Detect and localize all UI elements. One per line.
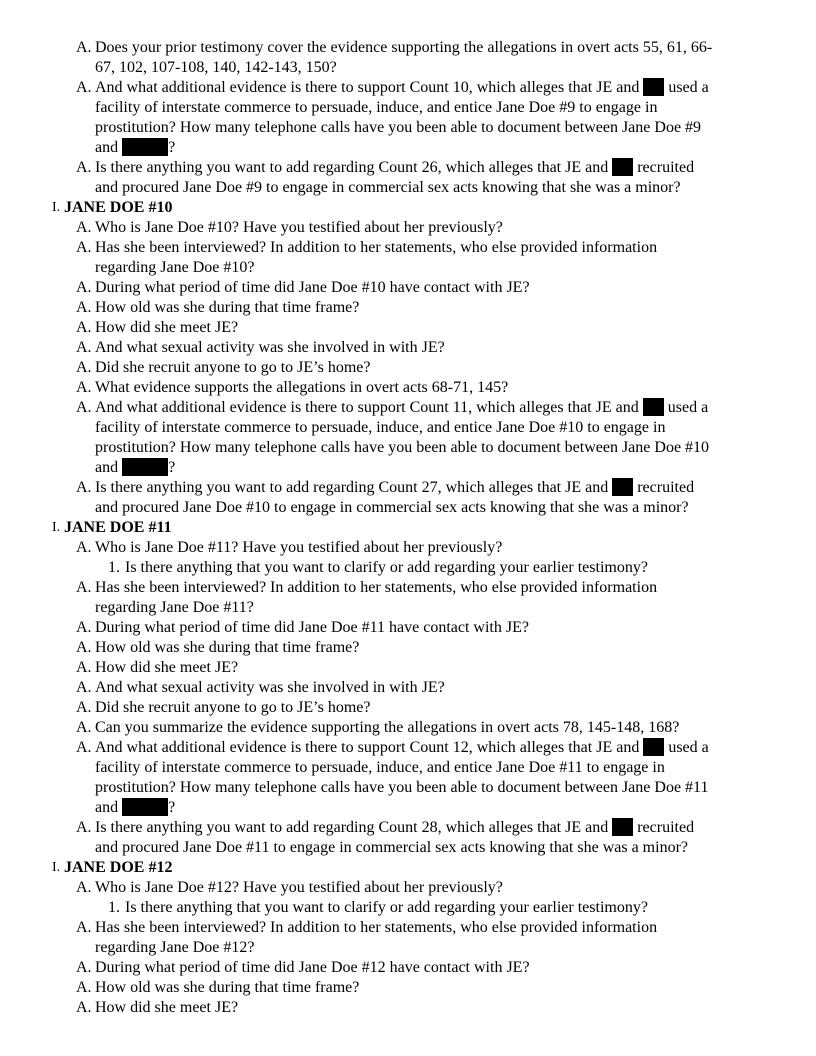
question-text: How did she meet JE? bbox=[95, 999, 239, 1016]
question-marker: A. bbox=[76, 159, 92, 176]
question-text: regarding Jane Doe #10? bbox=[95, 259, 255, 276]
question-text: prostitution? How many telephone calls have you been able to document between Jane Doe #9 bbox=[95, 119, 702, 136]
section-heading: JANE DOE #11 bbox=[64, 519, 172, 536]
question-marker: A. bbox=[76, 339, 92, 356]
question-text: Does your prior testimony cover the evidence supporting the allegations in overt acts 55, 61, 66- bbox=[95, 39, 713, 56]
question-text: And what sexual activity was she involved in with JE? bbox=[95, 679, 445, 696]
question-text: How old was she during that time frame? bbox=[95, 299, 360, 316]
question-text: Who is Jane Doe #12? Have you testified about her previously? bbox=[95, 879, 503, 896]
question-marker: A. bbox=[76, 579, 92, 596]
section-marker: I. bbox=[52, 860, 61, 875]
question-marker: A. bbox=[76, 739, 92, 756]
question-marker: A. bbox=[76, 219, 92, 236]
question-text: Did she recruit anyone to go to JE’s home? bbox=[95, 699, 371, 716]
section-marker: I. bbox=[52, 520, 61, 535]
question-marker: A. bbox=[76, 39, 92, 56]
question-marker: A. bbox=[76, 619, 92, 636]
question-text: and ? bbox=[95, 799, 176, 816]
subquestion-text: Is there anything that you want to clarify or add regarding your earlier testimony? bbox=[125, 899, 648, 916]
question-text: During what period of time did Jane Doe #11 have contact with JE? bbox=[95, 619, 529, 636]
question-marker: A. bbox=[76, 359, 92, 376]
question-text: How old was she during that time frame? bbox=[95, 639, 360, 656]
question-marker: A. bbox=[76, 479, 92, 496]
question-text: Has she been interviewed? In addition to her statements, who else provided information bbox=[95, 239, 658, 256]
redaction-box bbox=[612, 478, 633, 496]
subquestion-marker: 1. bbox=[108, 559, 120, 576]
question-marker: A. bbox=[76, 919, 92, 936]
question-marker: A. bbox=[76, 959, 92, 976]
redaction-box bbox=[122, 458, 168, 476]
question-text: Is there anything you want to add regarding Count 27, which alleges that JE and recruited bbox=[95, 479, 695, 496]
question-marker: A. bbox=[76, 319, 92, 336]
question-text: Is there anything you want to add regarding Count 28, which alleges that JE and recruited bbox=[95, 819, 695, 836]
redaction-box bbox=[612, 158, 633, 176]
question-text: And what additional evidence is there to support Count 10, which alleges that JE and used a bbox=[95, 79, 709, 96]
question-text: During what period of time did Jane Doe #10 have contact with JE? bbox=[95, 279, 530, 296]
question-text: Has she been interviewed? In addition to her statements, who else provided information bbox=[95, 919, 658, 936]
question-text: Who is Jane Doe #10? Have you testified about her previously? bbox=[95, 219, 503, 236]
question-text: Is there anything you want to add regarding Count 26, which alleges that JE and recruited bbox=[95, 159, 695, 176]
question-marker: A. bbox=[76, 239, 92, 256]
question-marker: A. bbox=[76, 399, 92, 416]
question-text: and procured Jane Doe #10 to engage in commercial sex acts knowing that she was a minor? bbox=[95, 499, 689, 516]
question-marker: A. bbox=[76, 819, 92, 836]
redaction-box bbox=[643, 398, 664, 416]
question-text: facility of interstate commerce to persuade, induce, and entice Jane Doe #10 to engage in bbox=[95, 419, 666, 436]
question-text: regarding Jane Doe #11? bbox=[95, 599, 254, 616]
question-marker: A. bbox=[76, 379, 92, 396]
question-marker: A. bbox=[76, 879, 92, 896]
question-text: and procured Jane Doe #11 to engage in commercial sex acts knowing that she was a minor? bbox=[95, 839, 688, 856]
question-text: and ? bbox=[95, 459, 176, 476]
question-text: And what sexual activity was she involved in with JE? bbox=[95, 339, 445, 356]
question-text: And what additional evidence is there to support Count 11, which alleges that JE and used a bbox=[95, 399, 709, 416]
question-marker: A. bbox=[76, 299, 92, 316]
section-heading: JANE DOE #12 bbox=[64, 859, 173, 876]
question-marker: A. bbox=[76, 979, 92, 996]
question-text: prostitution? How many telephone calls have you been able to document between Jane Doe #10 bbox=[95, 439, 710, 456]
question-text: How did she meet JE? bbox=[95, 659, 239, 676]
subquestion-marker: 1. bbox=[108, 899, 120, 916]
redaction-box bbox=[122, 138, 168, 156]
question-marker: A. bbox=[76, 699, 92, 716]
question-text: prostitution? How many telephone calls have you been able to document between Jane Doe #11 bbox=[95, 779, 709, 796]
question-text: Who is Jane Doe #11? Have you testified about her previously? bbox=[95, 539, 503, 556]
question-text: 67, 102, 107-108, 140, 142-143, 150? bbox=[95, 59, 337, 76]
question-marker: A. bbox=[76, 999, 92, 1016]
question-text: facility of interstate commerce to persuade, induce, and entice Jane Doe #9 to engage in bbox=[95, 99, 658, 116]
section-heading: JANE DOE #10 bbox=[64, 199, 173, 216]
question-marker: A. bbox=[76, 539, 92, 556]
question-text: regarding Jane Doe #12? bbox=[95, 939, 255, 956]
redaction-box bbox=[122, 798, 168, 816]
question-text: How did she meet JE? bbox=[95, 319, 239, 336]
question-marker: A. bbox=[76, 719, 92, 736]
question-marker: A. bbox=[76, 279, 92, 296]
section-marker: I. bbox=[52, 200, 61, 215]
question-text: Can you summarize the evidence supporting the allegations in overt acts 78, 145-148, 168? bbox=[95, 719, 680, 736]
question-text: and procured Jane Doe #9 to engage in commercial sex acts knowing that she was a minor? bbox=[95, 179, 681, 196]
question-text: How old was she during that time frame? bbox=[95, 979, 360, 996]
question-marker: A. bbox=[76, 679, 92, 696]
redaction-box bbox=[643, 738, 664, 756]
question-text: And what additional evidence is there to support Count 12, which alleges that JE and used a bbox=[95, 739, 709, 756]
redaction-box bbox=[643, 78, 664, 96]
question-text: facility of interstate commerce to persuade, induce, and entice Jane Doe #11 to engage in bbox=[95, 759, 665, 776]
question-text: What evidence supports the allegations in overt acts 68-71, 145? bbox=[95, 379, 509, 396]
question-text: Has she been interviewed? In addition to her statements, who else provided information bbox=[95, 579, 658, 596]
question-text: Did she recruit anyone to go to JE’s home? bbox=[95, 359, 371, 376]
question-text: and ? bbox=[95, 139, 176, 156]
question-marker: A. bbox=[76, 639, 92, 656]
question-text: During what period of time did Jane Doe #12 have contact with JE? bbox=[95, 959, 530, 976]
redaction-box bbox=[612, 818, 633, 836]
question-marker: A. bbox=[76, 79, 92, 96]
question-marker: A. bbox=[76, 659, 92, 676]
subquestion-text: Is there anything that you want to clarify or add regarding your earlier testimony? bbox=[125, 559, 648, 576]
